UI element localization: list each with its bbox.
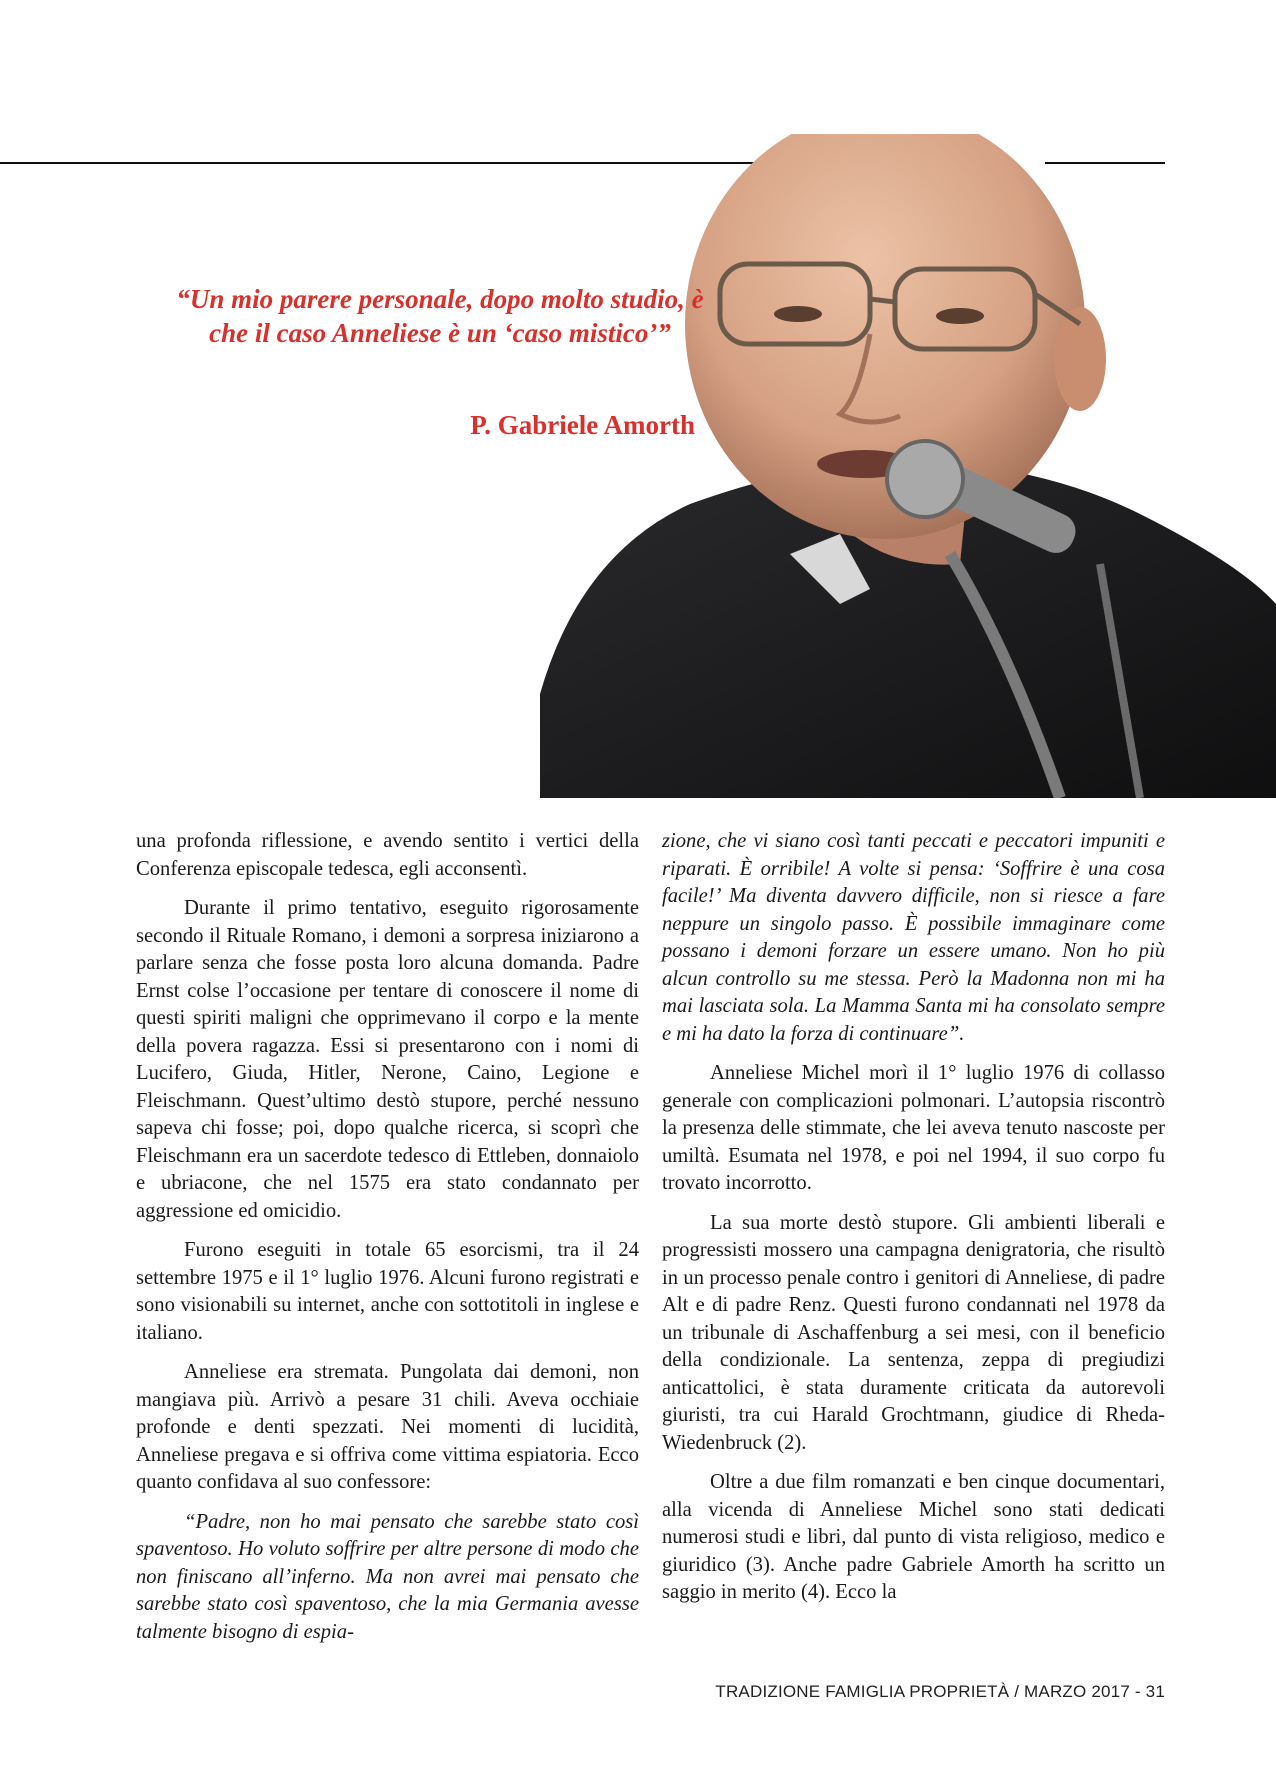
paragraph: Anneliese era stremata. Pungolata dai demoni, non mangiava più. Arrivò a pesare 31 chili. Aveva occhiaie profonde e denti spezzati. Nei momenti di lucidità, Anneliese pregava e si offriva come vittima espiatoria. Ecco quanto confidava al suo confessore: [136,1361,639,1493]
page-footer: TRADIZIONE FAMIGLIA PROPRIETÀ / MARZO 2017 - 31 [715,1682,1165,1701]
portrait-priest-microphone-icon [540,134,1276,798]
pull-quote: “Un mio parere personale, dopo molto studio, è che il caso Anneliese è un ‘caso mistico’” [176,284,704,348]
left-column [136,828,639,1658]
paragraph: Oltre a due film romanzati e ben cinque documentari, alla vicenda di Anneliese Michel sono stati dedicati numerosi studi e libri, dal punto di vista religioso, medico e giuridico (3). Anche padre Gabriele Amorth ha scritto un saggio in merito (4). Ecco la [662,1471,1165,1603]
paragraph: Anneliese Michel morì il 1° luglio 1976 di collasso generale con complicazioni polmonari. L’autopsia riscontrò la presenza delle stimmate, che lei aveva tenuto nascoste per umiltà. Esumata nel 1978, e poi nel 1994, il suo corpo fu trovato incorrotto. [662,1062,1165,1194]
right-column [662,828,1165,1619]
paragraph: Furono eseguiti in totale 65 esorcismi, tra il 24 settembre 1975 e il 1° luglio 1976. Alcuni furono registrati e sono visionabili su internet, anche con sottotitoli in inglese e italiano. [136,1239,639,1344]
portrait-photo [540,134,1276,798]
quoted-paragraph: “Padre, non ho mai pensato che sarebbe stato così spaventoso. Ho voluto soffrire per altre persone di modo che non finiscano all’inferno. Ma non avrei mai pensato che sarebbe stato così spaventoso, che la mia Germania avesse talmente bisogno di espia- [136,1510,639,1643]
quoted-paragraph: zione, che vi siano così tanti peccati e peccatori impuniti e riparati. È orribile! A volte si pensa: ‘Soffrire è una cosa facile!’ Ma diventa davvero difficile, non si riesce a fare neppure un singolo passo. È possibile immaginare come possano i demoni forzare un essere umano. Non ho più alcun controllo su me stessa. Però la Madonna non mi ha mai lasciata sola. La Mamma Santa mi ha consolato sempre e mi ha dato la forza di continuare”. [662,830,1165,1045]
paragraph: una profonda riflessione, e avendo sentito i vertici della Conferenza episcopale tedesca, egli acconsentì. [136,830,639,880]
pull-quote-author: P. Gabriele Amorth [470,410,695,440]
paragraph: Durante il primo tentativo, eseguito rigorosamente secondo il Rituale Romano, i demoni a sorpresa iniziarono a parlare senza che fosse posta loro alcuna domanda. Padre Ernst colse l’occasione per tentare di conoscere il nome di questi spiriti maligni che opprimevano il corpo e la mente della povera ragazza. Essi si presentarono con i nomi di Lucifero, Giuda, Hitler, Nerone, Caino, Legione e Fleischmann. Quest’ultimo destò stupore, perché nessuno sapeva chi fosse; poi, dopo qualche ricerca, si scoprì che Fleischmann era un sacerdote tedesco di Ettleben, donnaiolo e ubriacone, che nel 1575 era stato condannato per aggressione ed omicidio. [136,897,639,1222]
paragraph: La sua morte destò stupore. Gli ambienti liberali e progressisti mossero una campagna denigratoria, che risultò in un processo penale contro i genitori di Anneliese, di padre Alt e di padre Renz. Questi furono condannati nel 1978 da un tribunale di Aschaffenburg a sei mesi, con il beneficio della condizionale. La sentenza, zeppa di pregiudizi anticattolici, è stata duramente criticata da autorevoli giuristi, tra cui Harald Grochtmann, giudice di Rheda-Wiedenbruck (2). [662,1211,1165,1454]
